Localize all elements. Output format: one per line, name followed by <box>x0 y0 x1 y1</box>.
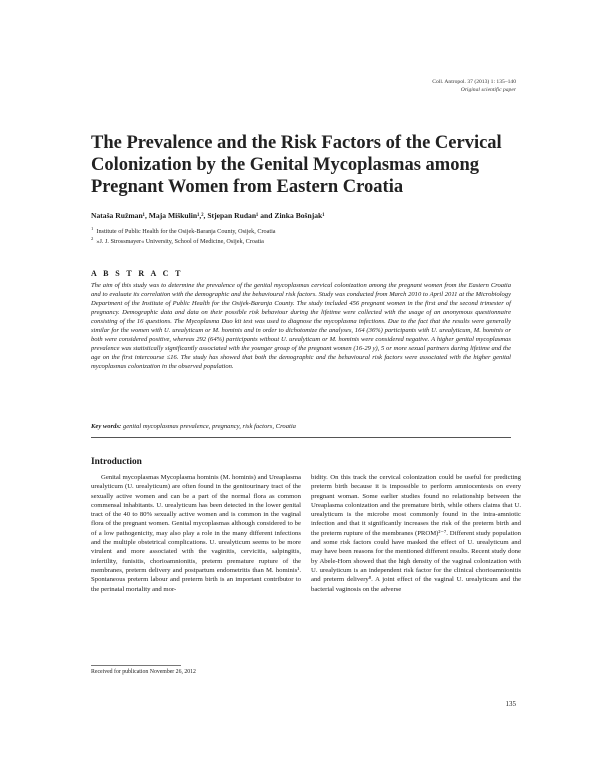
body-paragraph: bidity. On this track the cervical colonization could be useful for predicting preterm birth because it is impossible to perform amniocentesis on every pregnant woman. Some earlier studies found no relationship between the Ureaplasma colonization and the premature birth, while others claims that U. urealyticum is the microbe most commonly found in the intra-amniotic infection and that it significantly increases the risk of the preterm birth and the preterm rupture of the membranes (PROM)²⁻⁷. Different study population and some risk factors could have masked the effect of U. urealyticum and may have been reasons for the mentioned different results. Recent study done by Abele-Horn showed that the high density of the vaginal colonization with U. urealyticum is an independent risk factor for the clinical chorioamnionitis and preterm delivery⁸. A joint effect of the vaginal U. urealyticum and the bacterial vaginosis on the adverse <box>311 474 521 593</box>
affiliation-marker: 2 <box>91 236 94 241</box>
affiliation-marker: 1 <box>91 226 94 231</box>
body-paragraph: Genital mycoplasmas Mycoplasma hominis (M. hominis) and Ureaplasma urealyticum (U. urealyticum) are often found in the genitourinary tract of the sexually active women and can be a part of the normal flora as common commensal inhabitants. U. urealyticum has been detected in the lower genital tract of the 40 to 80% sexually active women and is common in the vaginal flora of the pregnant women. Genital mycoplasmas although considered to be of a low pathogenicity, may also play a role in the many different infections and the multiple obstetrical complications. U. urealyticum seems to be more virulent and more associated with the vaginitis, cervicitis, salpingitis, infertility, funisitis, chorioamnionitis, preterm premature rupture of the membranes, preterm delivery and postpartum endometritis than M. hominis¹. Spontaneous preterm labour and preterm birth is an important contributor to the perinatal mortality and mor- <box>91 474 301 593</box>
footnote-divider <box>91 665 181 666</box>
body-column-right <box>311 473 521 594</box>
received-footnote: Received for publication November 26, 2012 <box>91 669 196 675</box>
abstract-divider <box>91 437 511 438</box>
body-column-left <box>91 473 301 594</box>
keywords-text: genital mycoplasmas prevalence, pregnancy, risk factors, Croatia <box>122 423 296 430</box>
affiliation-text: Institute of Public Health for the Osijek-Baranja County, Osijek, Croatia <box>96 228 276 236</box>
journal-line-1: Coll. Antropol. 37 (2013) 1: 135–140 <box>432 79 516 85</box>
paper-title: The Prevalence and the Risk Factors of the Cervical Colonization by the Genital Mycoplasmas among Pregnant Women from Eastern Croatia <box>91 133 502 197</box>
affiliation-text: »J. J. Strossmayer« University, School of Medicine, Osijek, Croatia <box>96 238 264 246</box>
abstract-heading: A B S T R A C T <box>91 269 183 278</box>
journal-citation <box>432 78 516 94</box>
abstract-text: The aim of this study was to determine the prevalence of the genital mycoplasmas cervical colonization among the pregnant women from the Eastern Croatia and to evaluate its correlation with the demographic and the behavioural risk factors. Study was conducted from March 2010 to April 2011 at the Microbiology Department of the Institute of Public Health for the Osijek-Baranja County. The study included 456 pregnant women in the first and the second trimester of pregnancy. Demographic data and data on their possible risk behaviour during the lifetime were collected with the usage of an anonymous questionnaire consisting of the 16 questions. The Mycoplasma Duo kit test was used to diagnose the mycoplasma infections. Due to the fact that the results were generally similar for the women with U. urealyticum or M. hominis and in order to dichotomize the analyses, 164 (36%) participants with U. urealyticum, M. hominis or both were considered positive, whereas 292 (64%) participants without U. urealyticum or M. hominis were considered negative. A higher genital mycoplasmas prevalence was statistically significantly associated with the younger group of the pregnant women (16-29 y), 5 or more sexual partners during lifetime and the age on the first intercourse ≤16. The study has showed that both the demographic and the behavioural risk factors were associated with the higher genital mycoplasmas colonization in the observed population. <box>91 282 511 370</box>
author-list: Nataša Ružman¹, Maja Miškulin¹,², Stjepan Rudan¹ and Zinka Bošnjak¹ <box>91 211 325 220</box>
section-heading-introduction: Introduction <box>91 457 142 467</box>
journal-line-2: Original scientific paper <box>460 87 516 93</box>
affiliation-2 <box>91 234 264 246</box>
page-number: 135 <box>505 700 516 708</box>
keywords-line <box>91 423 511 430</box>
keywords-label: Key words: <box>91 423 122 430</box>
